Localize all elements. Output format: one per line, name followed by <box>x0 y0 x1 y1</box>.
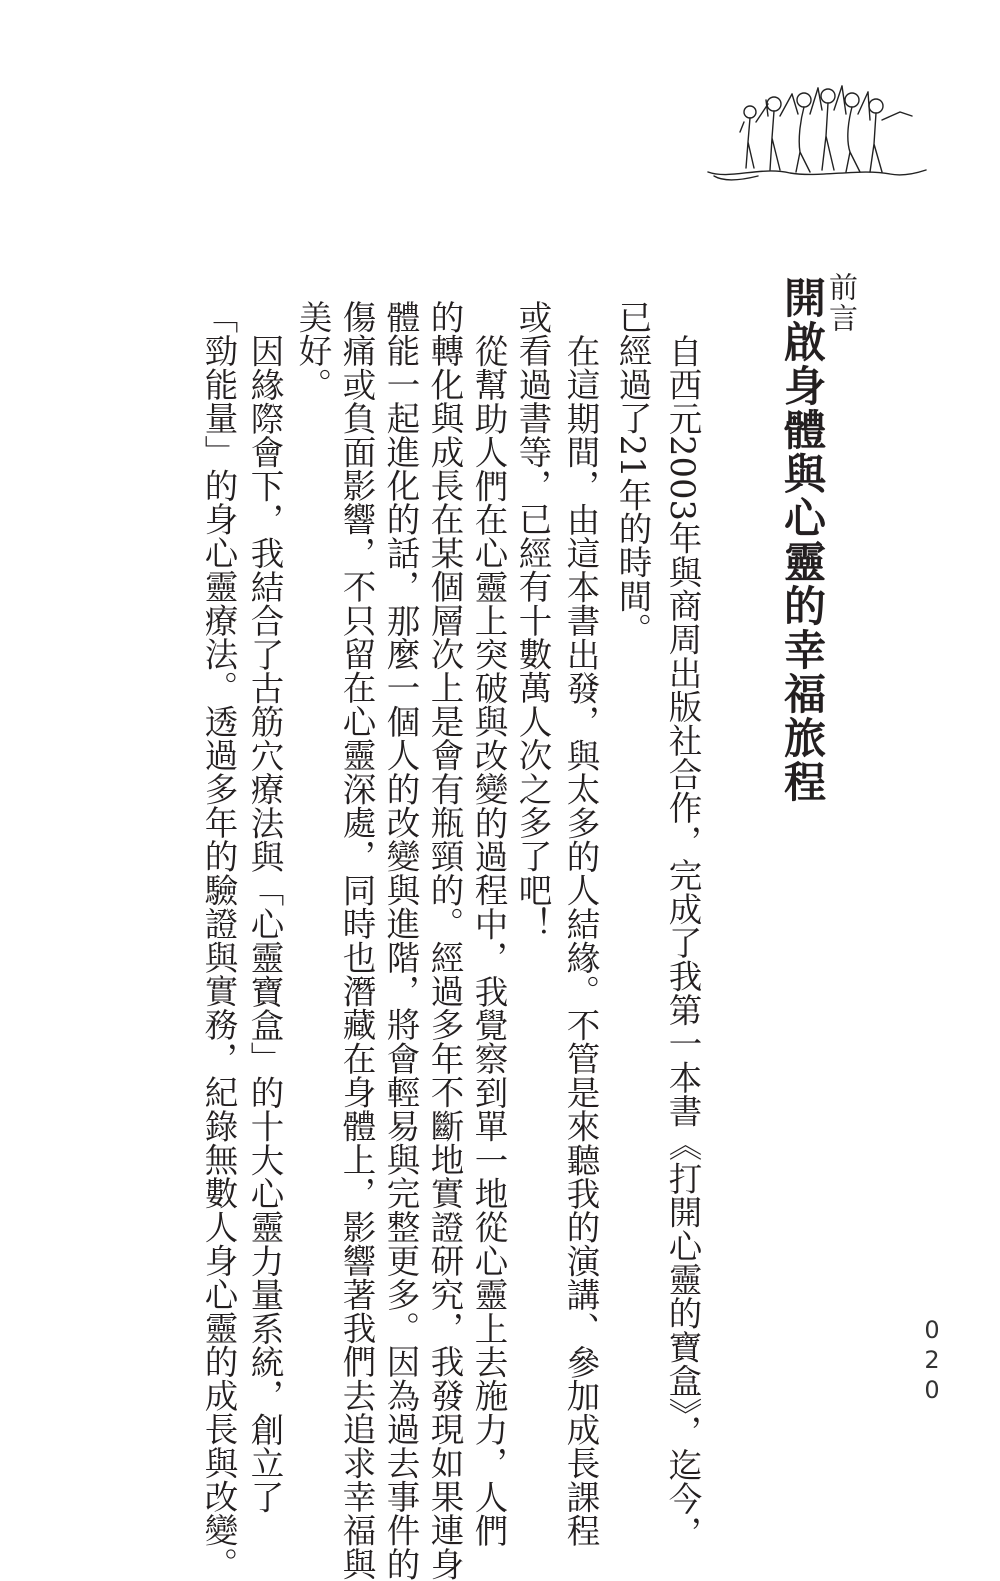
people-holding-hands-illustration <box>700 60 930 190</box>
body-line: 因緣際會下，我結合了古筋穴療法與「心靈寶盒」的十大心靈力量系統，創立了 <box>245 334 284 1514</box>
page-title: 開啟身體與心靈的幸福旅程 <box>778 276 827 804</box>
body-line: 傷痛或負面影響，不只留在心靈深處，同時也潛藏在身體上，影響著我們去追求幸福與 <box>337 300 376 1581</box>
page-number: 020 <box>918 1316 946 1406</box>
body-line: 美好。 <box>293 300 332 402</box>
body-line: 體能一起進化的話，那麼一個人的改變與進階，將會輕易與完整更多。因為過去事件的 <box>381 300 420 1581</box>
body-line: 自西元2003年與商周出版社合作，完成了我第一本書《打開心靈的寶盒》，迄今， <box>663 334 702 1550</box>
body-line: 的轉化與成長在某個層次上是會有瓶頸的。經過多年不斷地實證研究，我發現如果連身 <box>425 300 464 1581</box>
body-line: 從幫助人們在心靈上突破與改變的過程中，我覺察到單一地從心靈上去施力，人們 <box>469 334 508 1548</box>
body-line: 「勁能量」的身心靈療法。透過多年的驗證與實務，紀錄無數人身心靈的成長與改變。 <box>199 300 238 1581</box>
body-line: 或看過書等，已經有十數萬人次之多了吧！ <box>513 300 552 941</box>
body-line: 在這期間，由這本書出發，與太多的人結緣。不管是來聽我的演講、參加成長課程 <box>561 334 600 1548</box>
section-eyebrow: 前言 <box>825 272 859 334</box>
body-line: 已經過了21年的時間。 <box>613 300 652 647</box>
